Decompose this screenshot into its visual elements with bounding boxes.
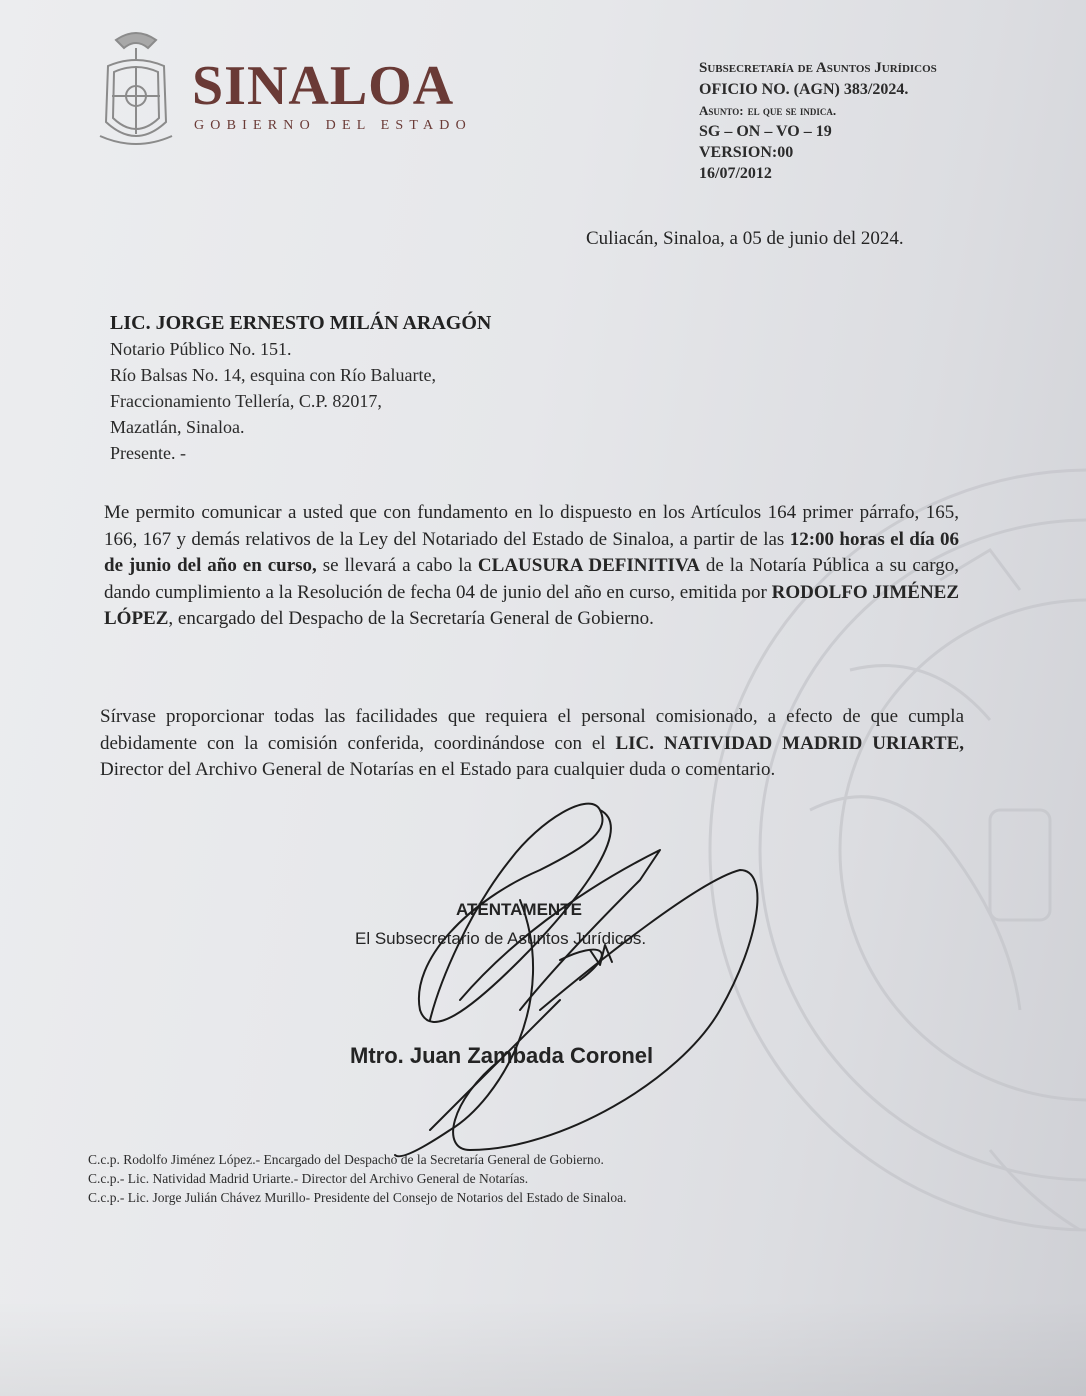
- state-seal-logo: [96, 26, 176, 152]
- asunto-label: Asunto:: [699, 103, 744, 118]
- subsecretaria-label: Subsecretaría de Asuntos Jurídicos: [699, 60, 937, 76]
- addressee-line: Presente. -: [110, 443, 186, 463]
- addressee-line: Fraccionamiento Tellería, C.P. 82017,: [110, 391, 382, 411]
- addressee-block: [110, 310, 491, 466]
- document-version: VERSION:00: [699, 144, 794, 161]
- brand-subtitle: GOBIERNO DEL ESTADO: [194, 118, 472, 133]
- brand-name: SINALOA: [192, 55, 455, 117]
- body-paragraph-1: Me permito comunicar a usted que con fundamento en lo dispuesto en los Artículos 164 primer párrafo, 165, 166, 167 y demás relativos de la Ley del Notariado del Estado de Sinaloa, a partir de las 12:00 horas el día 06 de junio del año en curso, se llevará a cabo la CLAUSURA DEFINITIVA de la Notaría Pública a su cargo, dando cumplimiento a la Resolución de fecha 04 de junio del año en curso, emitida por RODOLFO JIMÉNEZ LÓPEZ, encargado del Despacho de la Secretaría General de Gobierno.: [104, 502, 960, 629]
- addressee-line: Río Balsas No. 14, esquina con Río Baluarte,: [110, 365, 436, 385]
- addressee-name: LIC. JORGE ERNESTO MILÁN ARAGÓN: [110, 312, 492, 334]
- document-code: SG – ON – VO – 19: [699, 123, 832, 140]
- addressee-line: Notario Público No. 151.: [110, 339, 292, 359]
- carbon-copy-list: [88, 1150, 627, 1207]
- addressee-line: Mazatlán, Sinaloa.: [110, 417, 245, 437]
- signer-name: Mtro. Juan Zambada Coronel: [350, 1043, 654, 1068]
- closing-salutation: ATENTAMENTE: [456, 900, 582, 919]
- reference-block: [699, 58, 937, 184]
- asunto-value: el que se indica.: [747, 103, 837, 118]
- asunto-line: [699, 100, 937, 121]
- ccp-line: C.c.p. Rodolfo Jiménez López.- Encargado del Despacho de la Secretaría General de Gobierno.: [88, 1152, 604, 1167]
- ccp-line: C.c.p.- Lic. Jorge Julián Chávez Murillo- Presidente del Consejo de Notarios del Estado de Sinaloa.: [88, 1190, 627, 1205]
- ccp-line: C.c.p.- Lic. Natividad Madrid Uriarte.- Director del Archivo General de Notarías.: [88, 1171, 529, 1186]
- version-date: 16/07/2012: [699, 165, 772, 182]
- signer-position: El Subsecretario de Asuntos Jurídicos.: [355, 929, 647, 948]
- paper-shadow: [0, 1300, 1086, 1396]
- oficio-number: OFICIO NO. (AGN) 383/2024.: [699, 81, 909, 98]
- date-line: Culiacán, Sinaloa, a 05 de junio del 2024.: [586, 228, 904, 249]
- body-paragraph-2: Sírvase proporcionar todas las facilidades que requiera el personal comisionado, a efecto de que cumpla debidamente con la comisión conferida, coordinándose con el LIC. NATIVIDAD MADRID URIARTE, Director del Archivo General de Notarías en el Estado para cualquier duda o comentario.: [100, 706, 964, 780]
